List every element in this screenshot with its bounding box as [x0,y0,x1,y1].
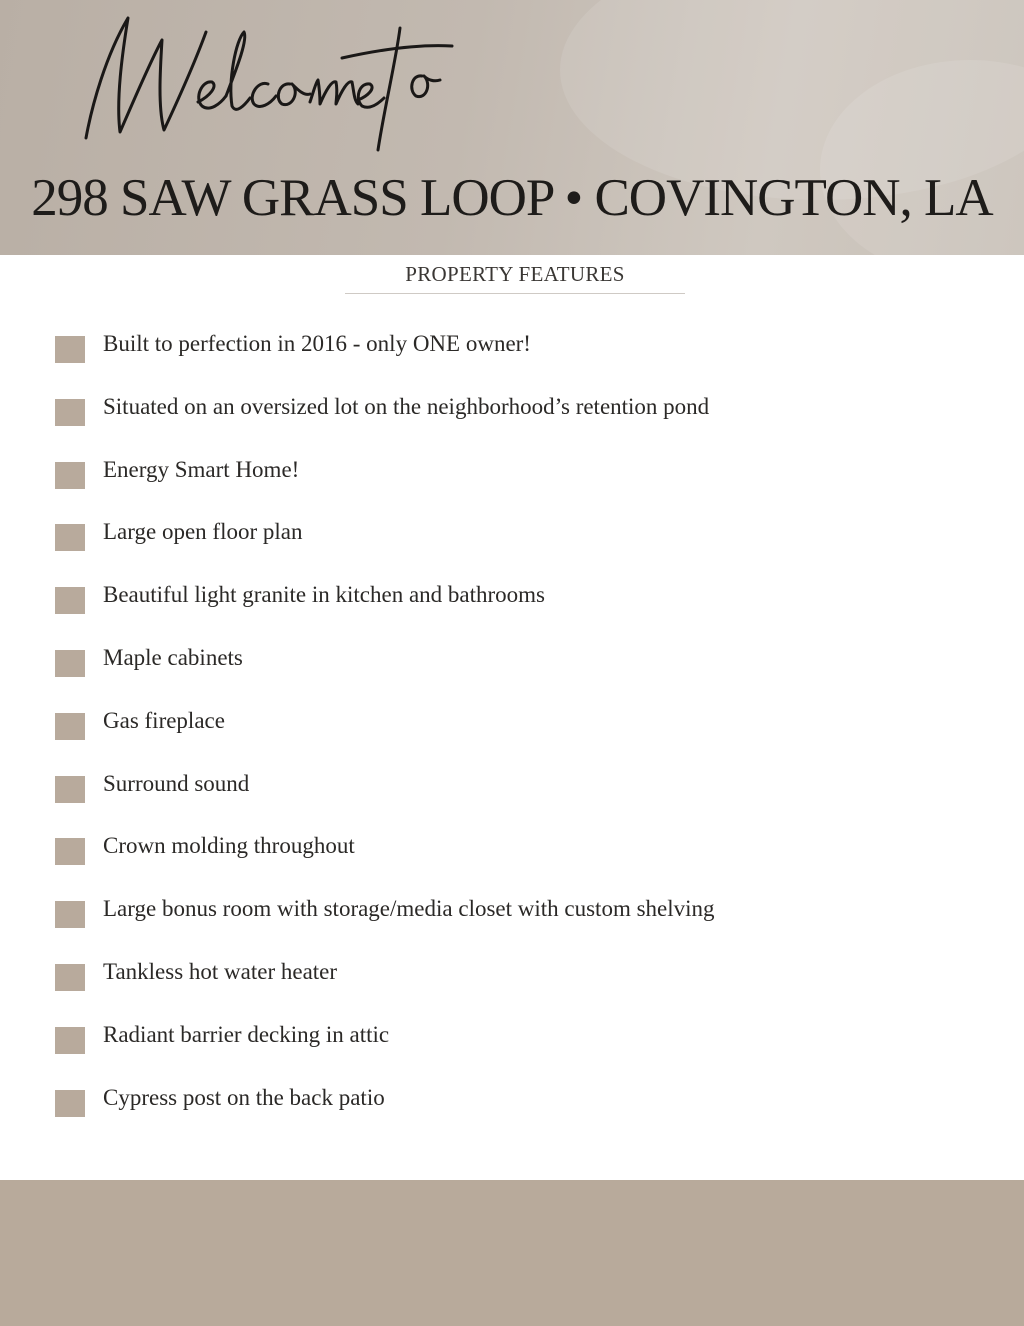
checkbox-square-icon [55,650,85,677]
feature-text: Large open floor plan [103,519,303,544]
checkbox-square-icon [55,399,85,426]
feature-item [0,513,1024,553]
feature-item [0,702,1024,742]
feature-item [0,765,1024,805]
checkbox-square-icon [55,462,85,489]
features-heading: PROPERTY FEATURES [345,262,685,294]
feature-item [0,953,1024,993]
checkbox-square-icon [55,1027,85,1054]
checkbox-square-icon [55,1090,85,1117]
feature-text: Radiant barrier decking in attic [103,1022,390,1047]
feature-item [0,639,1024,679]
feature-item [0,1079,1024,1119]
feature-item [0,576,1024,616]
feature-text: Crown molding throughout [103,833,355,858]
feature-item [0,827,1024,867]
feature-item [0,325,1024,365]
feature-text: Situated on an oversized lot on the neighborhood’s retention pond [103,394,710,419]
welcome-script-heading [78,10,458,160]
header-banner [0,0,1024,255]
feature-item [0,890,1024,930]
feature-text: Surround sound [103,771,250,796]
feature-text: Cypress post on the back patio [103,1085,385,1110]
checkbox-square-icon [55,336,85,363]
feature-text: Tankless hot water heater [103,959,338,984]
checkbox-square-icon [55,524,85,551]
feature-text: Beautiful light granite in kitchen and bathrooms [103,582,546,607]
feature-item [0,451,1024,491]
feature-item [0,1016,1024,1056]
feature-item [0,388,1024,428]
checkbox-square-icon [55,587,85,614]
feature-text: Built to perfection in 2016 - only ONE owner! [103,331,531,356]
feature-text: Energy Smart Home! [103,457,300,482]
checkbox-square-icon [55,901,85,928]
checkbox-square-icon [55,713,85,740]
feature-text: Gas fireplace [103,708,225,733]
feature-text: Maple cabinets [103,645,243,670]
feature-text: Large bonus room with storage/media closet with custom shelving [103,896,715,921]
footer-band [0,1180,1024,1326]
checkbox-square-icon [55,964,85,991]
property-address: 298 SAW GRASS LOOP • COVINGTON, LA [31,169,993,227]
checkbox-square-icon [55,776,85,803]
checkbox-square-icon [55,838,85,865]
